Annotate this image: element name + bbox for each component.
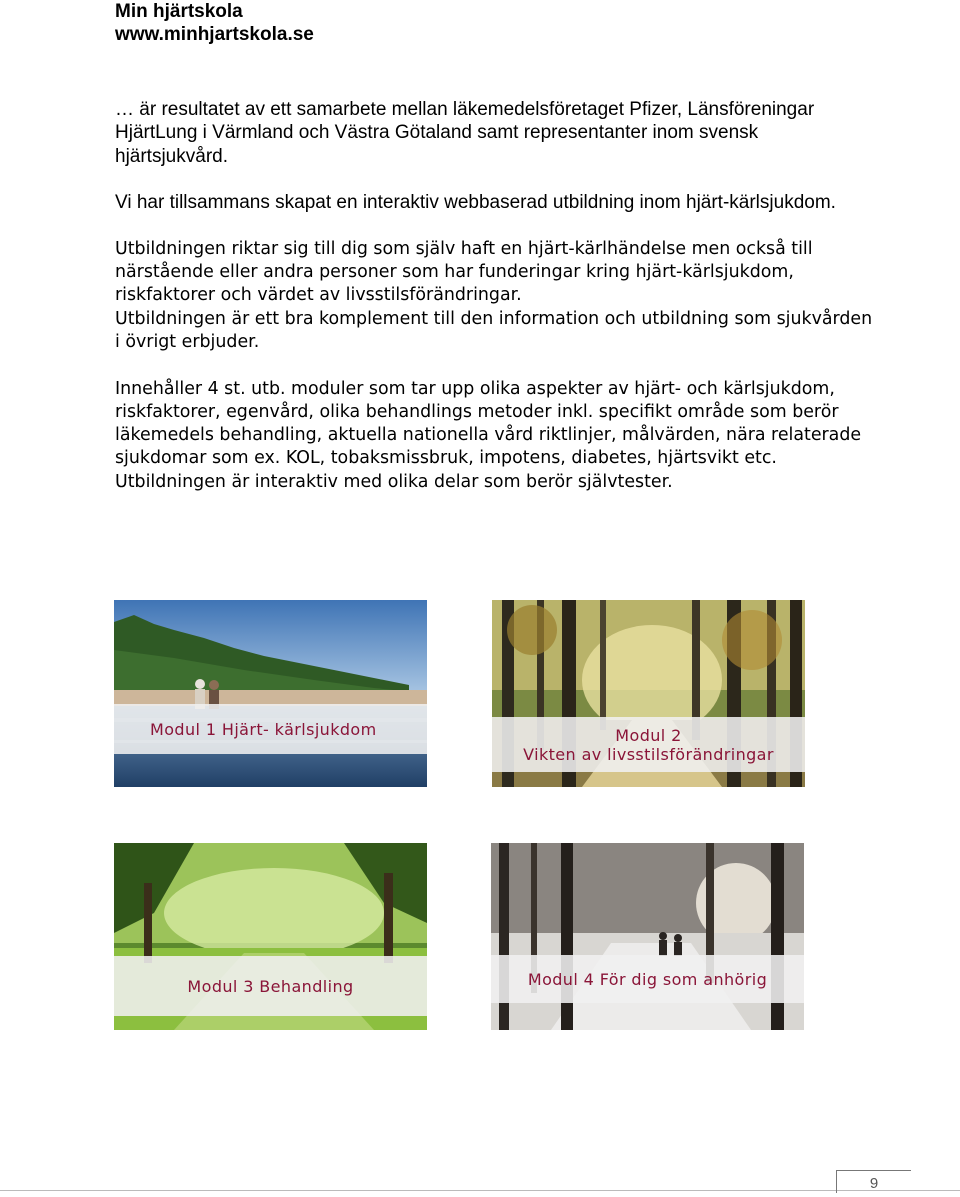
body-text: [115, 98, 875, 517]
module-4-label: [491, 955, 804, 1003]
module-4-image[interactable]: [491, 843, 804, 1030]
module-3-image[interactable]: [114, 843, 427, 1030]
intro-paragraph: … är resultatet av ett samarbete mellan läkemedelsföretaget Pfizer, Länsföreningar HjärtLung i Värmland och Västra Götaland samt representanter inom svensk hjärtsjukvård.: [115, 99, 815, 167]
module-1-title: Modul 1 Hjärt- kärlsjukdom: [150, 719, 377, 739]
module-2-subtitle: Vikten av livsstilsförändringar: [523, 744, 774, 764]
complement-paragraph: Utbildningen är ett bra komplement till den information och utbildning som sjukvården i övrigt erbjuder.: [115, 308, 873, 352]
module-4-title: Modul 4 För dig som anhörig: [527, 969, 768, 989]
site-url: www.minhjartskola.se: [115, 24, 314, 45]
document-header: [115, 0, 314, 46]
module-2-image[interactable]: [492, 600, 805, 787]
page-number: 9: [836, 1170, 911, 1193]
module-3-title: Modul 3 Behandling: [187, 976, 354, 996]
module-3-label: [114, 956, 427, 1016]
module-2-label: [492, 717, 805, 772]
module-1-label: [114, 704, 427, 754]
module-1-image[interactable]: [114, 600, 427, 787]
beach-photo: [114, 600, 427, 787]
content-paragraph: Innehåller 4 st. utb. moduler som tar upp olika aspekter av hjärt- och kärlsjukdom, riskfaktorer, egenvård, olika behandlings metoder inkl. specifikt område som berör läkemedels behandling, aktuella nationella vård riktlinjer, målvärden, nära relaterade sjukdomar som ex. KOL, tobaksmissbruk, impotens, diabetes, hjärtsvikt etc.: [115, 378, 862, 469]
interactive-paragraph: Utbildningen är interaktiv med olika delar som berör självtester.: [115, 471, 673, 492]
site-title: Min hjärtskola: [115, 1, 243, 22]
footer-rule: [0, 1190, 960, 1191]
module-2-title: Modul 2: [615, 725, 682, 745]
audience-paragraph: Utbildningen riktar sig till dig som själv haft en hjärt-kärlhändelse men också till närstående eller andra personer som har funderingar kring hjärt-kärlsjukdom, riskfaktorer och värdet av livsstilsförändringar.: [115, 238, 813, 306]
created-paragraph: Vi har tillsammans skapat en interaktiv webbaserad utbildning inom hjärt-kärlsjukdom.: [115, 192, 836, 214]
